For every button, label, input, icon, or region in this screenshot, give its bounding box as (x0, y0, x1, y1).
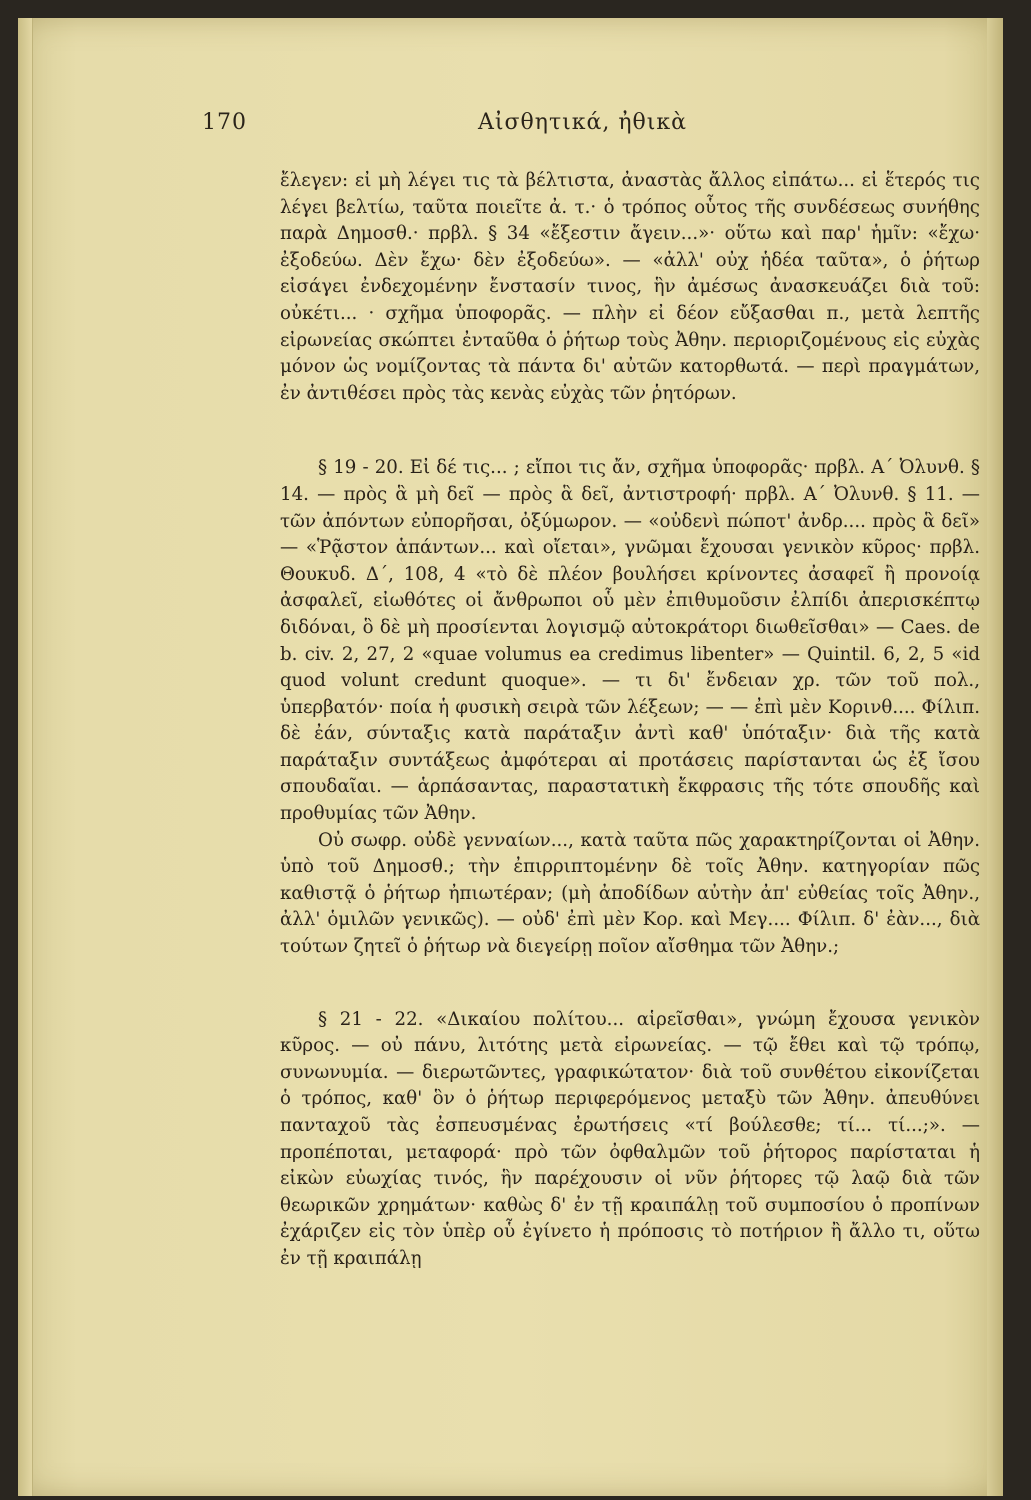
page-right-edge (987, 18, 1003, 1496)
page-header (18, 110, 1003, 150)
paragraph-continuation: ἔλεγεν: εἰ μὴ λέγει τις τὰ βέλτιστα, ἀναστὰς ἄλλος εἰπάτω... εἰ ἕτερός τις λέγει βελτίω, ταῦτα ποιεῖτε ἀ. τ.· ὁ τρόπος οὗτος τῆς συνδέσεως συνήθης παρὰ Δημοσθ.· πρβλ. § 34 «ἔξεστιν ἄγειν...»· οὕτω καὶ παρ' ἡμῖν: «ἔχω· ἐξοδεύω. Δὲν ἔχω· δὲν ἐξοδεύω». — «ἀλλ' οὐχ ἡδέα ταῦτα», ὁ ῥήτωρ εἰσάγει ἐνδεχομένην ἔνστασίν τινος, ἣν ἀμέσως ἀνασκευάζει διὰ τοῦ: οὐκέτι... · σχῆμα ὑποφορᾶς. — πλὴν εἰ δέον εὔξασθαι π., μετὰ λεπτῆς εἰρωνείας σκώπτει ἐνταῦθα ὁ ῥήτωρ τοὺς Ἀθην. περιοριζομένους εἰς εὐχὰς μόνον ὡς νομίζοντας τὰ πάντα δι' αὐτῶν κατορθωτά. — περὶ πραγμάτων, ἐν ἀντιθέσει πρὸς τὰς κενὰς εὐχὰς τῶν ῥητόρων. (280, 170, 980, 404)
book-page (18, 18, 1003, 1496)
paragraph-section-21-22: § 21 - 22. «Δικαίου πολίτου... αἱρεῖσθαι», γνώμη ἔχουσα γενικὸν κῦρος. — οὐ πάνυ, λιτότης μετὰ εἰρωνείας. — τῷ ἔθει καὶ τῷ τρόπῳ, συνωνυμία. — διερωτῶντες, γραφικώτατον· διὰ τοῦ συνθέτου εἰκονίζεται ὁ τρόπος, καθ' ὃν ὁ ῥήτωρ περιφερόμενος μεταξὺ τῶν Ἀθην. ἀπευθύνει πανταχοῦ τὰς ἐσπευσμένας ἐρωτήσεις «τί βούλεσθε; τί... τί...;». — προπέποται, μεταφορά· πρὸ τῶν ὀφθαλμῶν τοῦ ῥήτορος παρίσταται ἡ εἰκὼν εὐωχίας τινός, ἣν παρέχουσιν οἱ νῦν ῥήτορες τῷ λαῷ διὰ τῶν θεωρικῶν χρημάτων· καθὼς δ' ἐν τῇ κραιπάλῃ τοῦ συμποσίου ὁ προπίνων ἐχάριζεν εἰς τὸν ὑπὲρ οὗ ἐγίνετο ἡ πρόποσις τὸ ποτήριον ἢ ἄλλο τι, οὕτω ἐν τῇ κραιπάλῃ (280, 1008, 980, 1269)
body-text (280, 168, 980, 1273)
page-spine-edge (18, 18, 33, 1496)
paragraph-ou-sophr: Οὐ σωφρ. οὐδὲ γενναίων..., κατὰ ταῦτα πῶς χαρακτηρίζονται οἱ Ἀθην. ὑπὸ τοῦ Δημοσθ.; τὴν ἐπιρριπτομένην δὲ τοῖς Ἀθην. κατηγορίαν πῶς καθιστᾷ ὁ ῥήτωρ ἠπιωτέραν; (μὴ ἀποδίδων αὐτὴν ἀπ' εὐθείας τοῖς Ἀθην., ἀλλ' ὁμιλῶν γενικῶς). — οὐδ' ἐπὶ μὲν Κορ. καὶ Μεγ.... Φίλιπ. δ' ἐὰν..., διὰ τούτων ζητεῖ ὁ ῥήτωρ νὰ διεγείρῃ ποῖον αἴσθημα τῶν Ἀθην.; (280, 829, 980, 958)
paragraph-section-19-20: § 19 - 20. Εἰ δέ τις... ; εἴποι τις ἄν, σχῆμα ὑποφορᾶς· πρβλ. Α΄ Ὀλυνθ. § 14. — πρὸς ἃ μὴ δεῖ — πρὸς ἃ δεῖ, ἀντιστροφή· πρβλ. Α΄ Ὀλυνθ. § 11. — τῶν ἀπόντων εὐπορῆσαι, ὀξύμωρον. — «οὐδενὶ πώποτ' ἀνδρ.... πρὸς ἃ δεῖ» — «Ῥᾷστον ἁπάντων... καὶ οἴεται», γνῶμαι ἔχουσαι γενικὸν κῦρος· πρβλ. Θουκυδ. Δ΄, 108, 4 «τὸ δὲ πλέον βουλήσει κρίνοντες ἀσαφεῖ ἢ προνοίᾳ ἀσφαλεῖ, εἰωθότες οἱ ἄνθρωποι οὗ μὲν ἐπιθυμοῦσιν ἐλπίδι ἀπερισκέπτῳ διδόναι, ὃ δὲ μὴ προσίενται λογισμῷ αὐτοκράτορι διωθεῖσθαι» — Caes. de b. civ. 2, 27, 2 «quae volumus ea credimus libenter» — Quintil. 6, 2, 5 «id quod volunt credunt quoque». — τι δι' ἔνδειαν χρ. τῶν τοῦ πολ., ὑπερβατόν· ποία ἡ φυσικὴ σειρὰ τῶν λέξεων; — — ἐπὶ μὲν Κορινθ.... Φίλιπ. δὲ ἐάν, σύνταξις κατὰ παράταξιν ἀντὶ καθ' ὑπόταξιν· διὰ τῆς κατὰ παράταξιν συντάξεως ἀμφότεραι αἱ προτάσεις παρίστανται ὡς ἐξ ἴσου σπουδαῖαι. — ἁρπάσαντας, παραστατικὴ ἔκφρασις τῆς τότε σπουδῆς καὶ προθυμίας τῶν Ἀθην. (280, 457, 980, 825)
page-number: 170 (202, 110, 247, 135)
running-title: Αἰσθητικά, ἠθικὰ (478, 110, 688, 135)
